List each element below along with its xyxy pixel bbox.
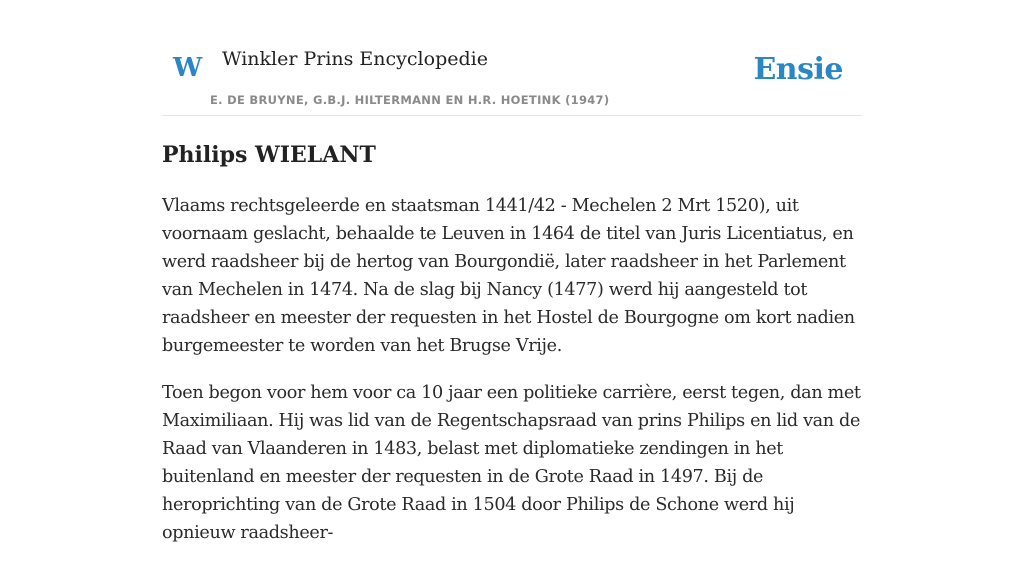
winkler-prins-logo[interactable]: W [173,53,203,83]
book-title[interactable]: Winkler Prins Encyclopedie [222,48,488,70]
ensie-logo[interactable]: Ensie [753,52,843,87]
article-paragraph: Vlaams rechtsgeleerde en staatsman 1441/42 - Mechelen 2 Mrt 1520), uit voornaam geslacht, behaalde te Leuven in 1464 de titel van Juris Licentiatus, en werd raadsheer bij de hertog van Bourgondië, later raadsheer in het Parlement van Mechelen in 1474. Na de slag bij Nancy (1477) werd hij aangesteld tot raadsheer en meester der requesten in het Hostel de Bourgogne om kort nadien burgemeester te worden van het Brugse Vrije. [162,196,855,356]
article-paragraph: Toen begon voor hem voor ca 10 jaar een politieke carrière, eerst tegen, dan met Maximiliaan. Hij was lid van de Regentschapsraad van prins Philips en lid van de Raad van Vlaanderen in 1483, belast met diplomatieke zendingen in het buitenland en meester der requesten in de Grote Raad in 1497. Bij de heroprichting van de Grote Raad in 1504 door Philips de Schone werd hij opnieuw raadsheer- [162,383,861,543]
book-authors: E. DE BRUYNE, G.B.J. HILTERMANN EN H.R. HOETINK (1947) [210,93,610,107]
site-header [162,40,862,116]
article-title: Philips WIELANT [162,142,376,168]
article-body [162,192,864,566]
